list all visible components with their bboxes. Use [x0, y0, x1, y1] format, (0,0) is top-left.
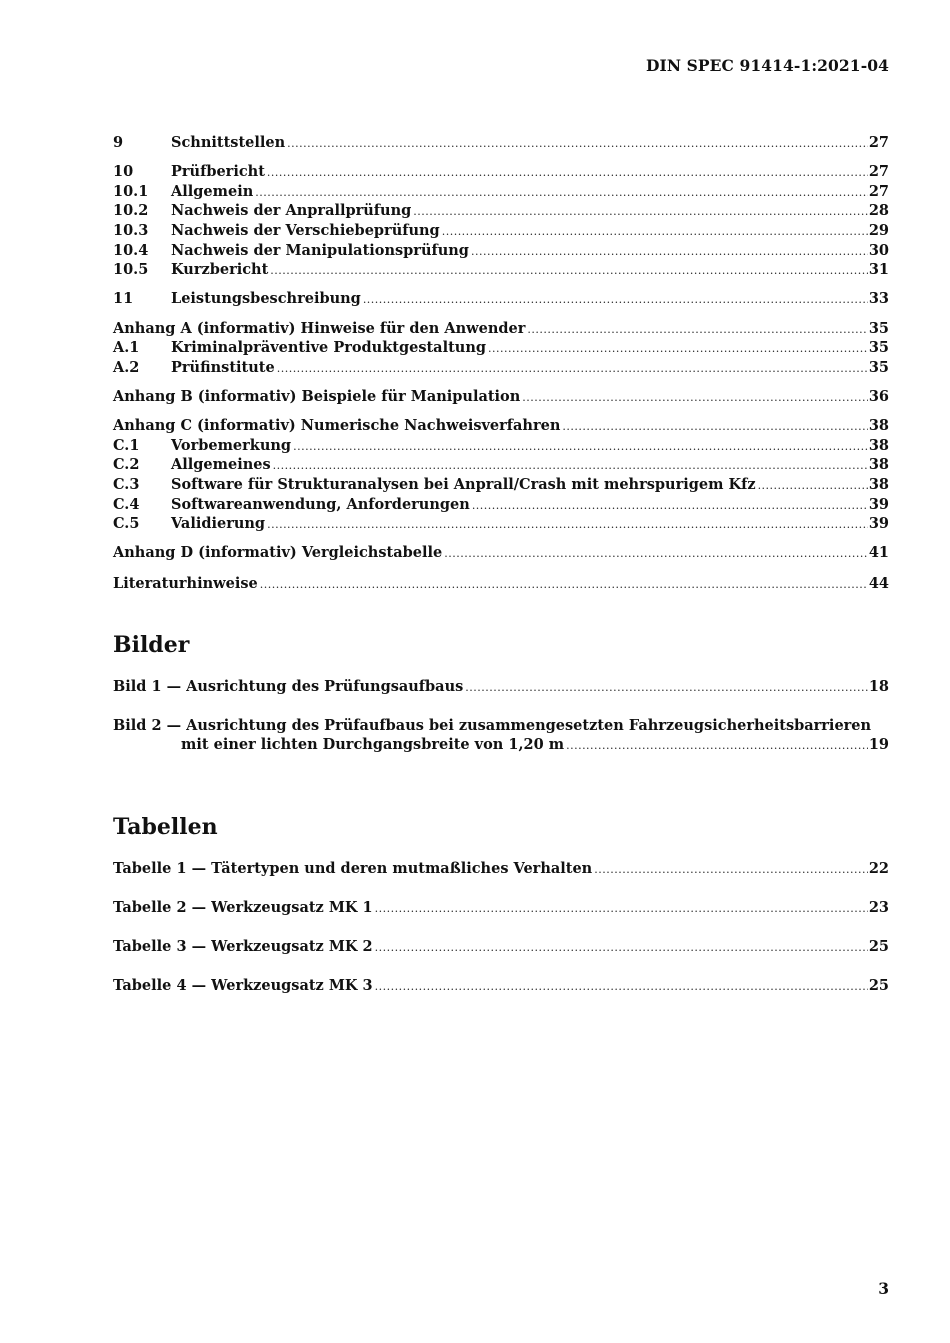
toc-entry[interactable]: 11 Leistungsbeschreibung ..... 33 — [113, 290, 889, 308]
table-entry[interactable]: Tabelle 3 — Werkzeugsatz MK 2 ..... 25 — [113, 938, 889, 956]
toc-entry[interactable]: 10.1 Allgemein ..... 27 — [113, 183, 889, 201]
toc-entry[interactable]: 9 Schnittstellen ..... 27 — [113, 134, 889, 152]
toc-entry[interactable]: C.4 Softwareanwendung, Anforderungen ..... 39 — [113, 496, 889, 514]
document-id: DIN SPEC 91414-1:2021-04 — [645, 56, 889, 75]
toc-entry[interactable]: Anhang D (informativ) Vergleichstabelle ..... 41 — [113, 544, 889, 562]
page-number: 3 — [878, 1279, 889, 1298]
table-entry[interactable]: Tabelle 1 — Tätertypen und deren mutmaßliches Verhalten ..... 22 — [113, 860, 889, 878]
toc-entry[interactable]: Anhang A (informativ) Hinweise für den Anwender ..... 35 — [113, 320, 889, 338]
table-entry[interactable]: Tabelle 2 — Werkzeugsatz MK 1 ..... 23 — [113, 899, 889, 917]
toc-entry[interactable]: 10.4 Nachweis der Manipulationsprüfung ..... 30 — [113, 242, 889, 260]
toc-entry[interactable]: Anhang C (informativ) Numerische Nachweisverfahren ..... 38 — [113, 417, 889, 435]
toc-entry[interactable]: Anhang B (informativ) Beispiele für Manipulation ..... 36 — [113, 388, 889, 406]
tables-heading: Tabellen — [113, 814, 218, 840]
toc-entry[interactable]: A.2 Prüfinstitute ..... 35 — [113, 359, 889, 377]
figure-entry[interactable]: Bild 1 — Ausrichtung des Prüfungsaufbaus ..... 18 — [113, 678, 889, 696]
toc-entry[interactable]: 10.5 Kurzbericht ..... 31 — [113, 261, 889, 279]
table-entry[interactable]: Tabelle 4 — Werkzeugsatz MK 3 ..... 25 — [113, 977, 889, 995]
figures-heading: Bilder — [113, 632, 190, 658]
toc-entry[interactable]: A.1 Kriminalpräventive Produktgestaltung ..... 35 — [113, 339, 889, 357]
toc-entry[interactable]: C.1 Vorbemerkung ..... 38 — [113, 437, 889, 455]
toc-entry[interactable]: 10.3 Nachweis der Verschiebeprüfung ..... 29 — [113, 222, 889, 240]
toc-entry[interactable]: C.3 Software für Strukturanalysen bei Anprall/Crash mit mehrspurigem Kfz ..... 38 — [113, 476, 889, 494]
toc-entry[interactable]: C.5 Validierung ..... 39 — [113, 515, 889, 533]
toc-entry[interactable]: C.2 Allgemeines ..... 38 — [113, 456, 889, 474]
figure-entry-line2[interactable]: mit einer lichten Durchgangsbreite von 1,20 m ..... 19 — [113, 736, 889, 754]
figure-entry-line1[interactable]: Bild 2 — Ausrichtung des Prüfaufbaus bei zusammengesetzten Fahrzeugsicherheitsbarrieren — [113, 717, 872, 734]
toc-entry[interactable]: Literaturhinweise ..... 44 — [113, 575, 889, 593]
toc-entry[interactable]: 10.2 Nachweis der Anprallprüfung ..... 28 — [113, 202, 889, 220]
toc-entry[interactable]: 10 Prüfbericht ..... 27 — [113, 163, 889, 181]
